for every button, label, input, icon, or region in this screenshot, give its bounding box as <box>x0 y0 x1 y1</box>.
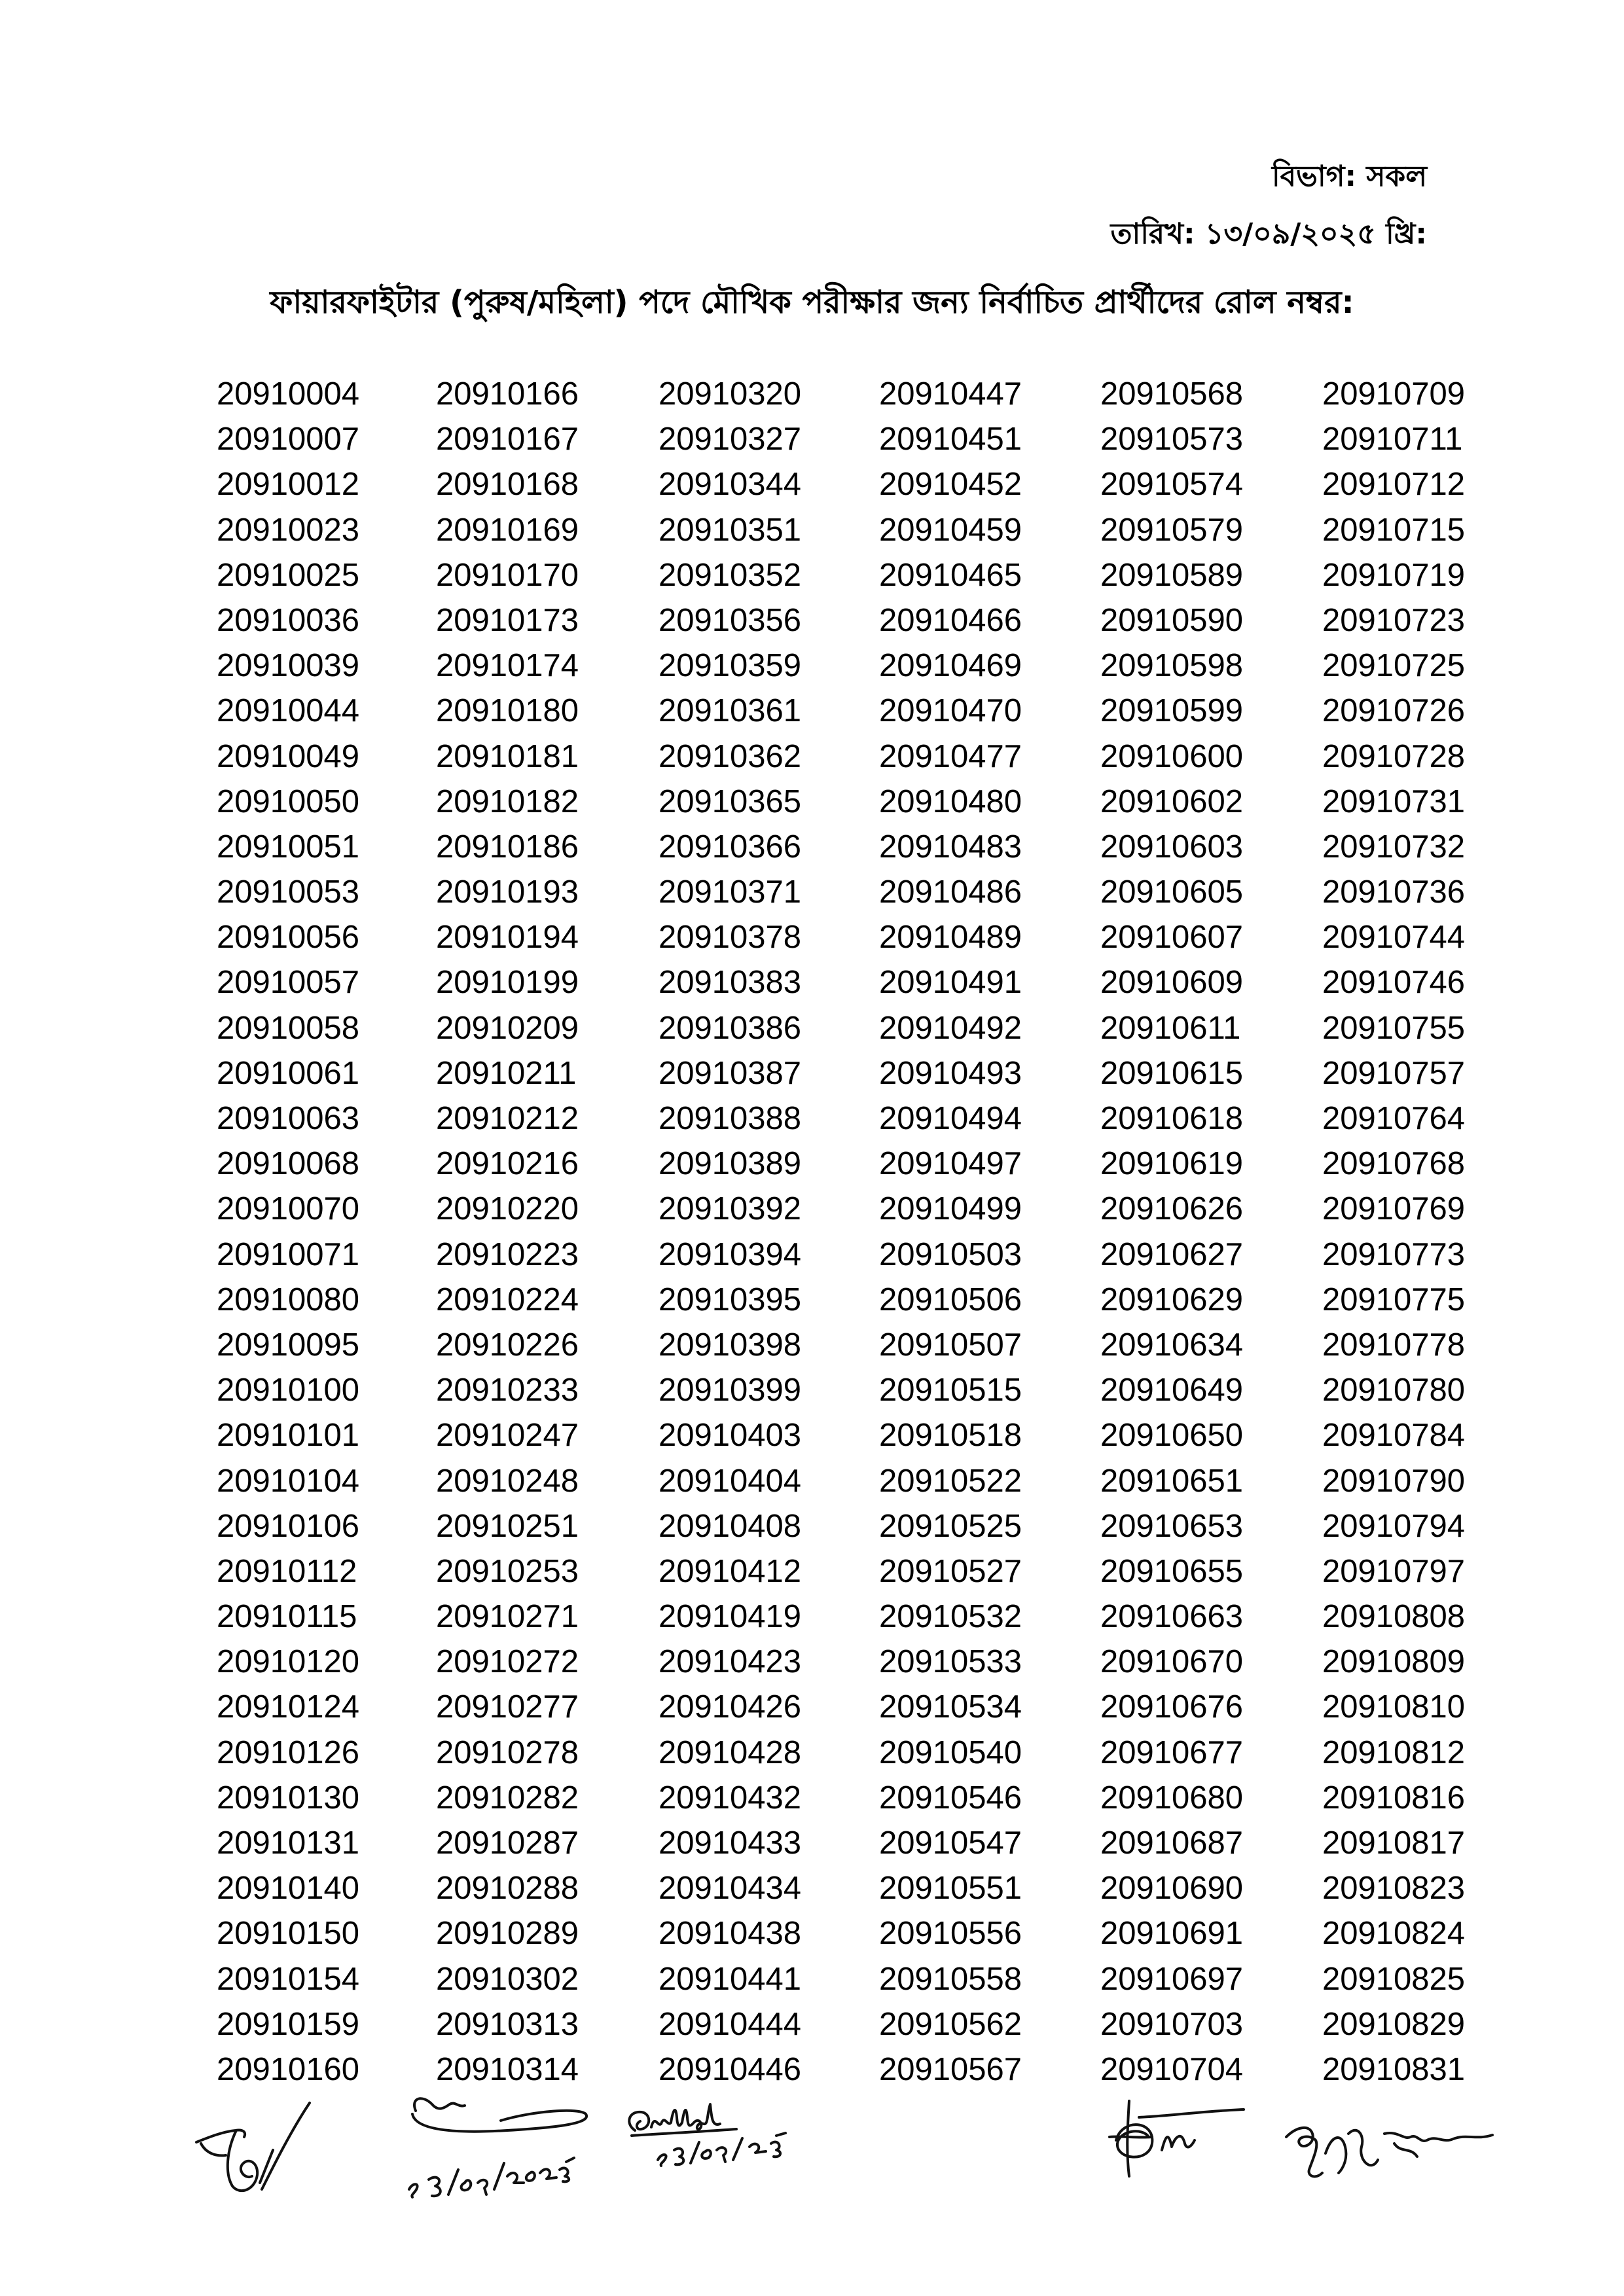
roll-number: 20910251 <box>436 1508 579 1544</box>
roll-number: 20910115 <box>217 1599 357 1635</box>
roll-number: 20910126 <box>217 1734 360 1770</box>
roll-number: 20910061 <box>217 1055 360 1091</box>
roll-number: 20910506 <box>879 1282 1022 1318</box>
roll-number: 20910434 <box>659 1871 802 1907</box>
roll-number: 20910824 <box>1322 1916 1466 1952</box>
roll-number: 20910432 <box>659 1780 802 1816</box>
roll-number: 20910112 <box>217 1553 357 1589</box>
roll-number: 20910723 <box>1322 602 1466 638</box>
roll-number: 20910053 <box>217 874 360 910</box>
roll-number: 20910615 <box>1100 1055 1244 1091</box>
roll-number: 20910186 <box>436 829 579 865</box>
roll-number: 20910302 <box>436 1961 579 1997</box>
roll-number: 20910573 <box>1100 422 1244 457</box>
roll-number: 20910651 <box>1100 1463 1244 1499</box>
roll-number: 20910480 <box>879 783 1022 819</box>
roll-number: 20910392 <box>659 1191 802 1227</box>
roll-column-6 <box>1322 372 1519 2092</box>
roll-number: 20910004 <box>217 376 360 412</box>
roll-number: 20910395 <box>659 1282 802 1318</box>
roll-number: 20910169 <box>436 512 579 548</box>
roll-number: 20910650 <box>1100 1418 1244 1454</box>
roll-number: 20910049 <box>217 738 360 774</box>
roll-number: 20910371 <box>659 874 802 910</box>
roll-number-table <box>0 372 1624 2093</box>
roll-number: 20910522 <box>879 1463 1022 1499</box>
roll-number: 20910447 <box>879 376 1022 412</box>
roll-number: 20910731 <box>1322 783 1466 819</box>
roll-number: 20910131 <box>217 1825 360 1861</box>
roll-number: 20910130 <box>217 1780 360 1816</box>
roll-number: 20910327 <box>659 422 802 457</box>
roll-number: 20910670 <box>1100 1644 1244 1680</box>
roll-number: 20910080 <box>217 1282 360 1318</box>
roll-number: 20910497 <box>879 1146 1022 1182</box>
roll-number: 20910063 <box>217 1101 360 1136</box>
roll-number: 20910036 <box>217 602 360 638</box>
roll-number: 20910104 <box>217 1463 360 1499</box>
roll-number: 20910726 <box>1322 693 1466 729</box>
roll-number: 20910209 <box>436 1010 579 1046</box>
roll-number: 20910253 <box>436 1553 579 1589</box>
date-label: তারিখ: ১৩/০৯/২০২৫ খ্রি: <box>1110 217 1427 251</box>
roll-number: 20910444 <box>659 2006 802 2042</box>
roll-number: 20910226 <box>436 1327 579 1363</box>
roll-number: 20910120 <box>217 1644 360 1680</box>
roll-number: 20910050 <box>217 783 360 819</box>
roll-number: 20910387 <box>659 1055 802 1091</box>
roll-number: 20910071 <box>217 1236 360 1272</box>
roll-column-4 <box>879 372 1075 2092</box>
roll-number: 20910732 <box>1322 829 1466 865</box>
roll-number: 20910744 <box>1322 920 1466 956</box>
roll-number: 20910220 <box>436 1191 579 1227</box>
roll-number: 20910546 <box>879 1780 1022 1816</box>
roll-number: 20910025 <box>217 557 360 593</box>
roll-number: 20910044 <box>217 693 360 729</box>
roll-number: 20910736 <box>1322 874 1466 910</box>
roll-number: 20910626 <box>1100 1191 1244 1227</box>
roll-number: 20910412 <box>659 1553 802 1589</box>
roll-number: 20910180 <box>436 693 579 729</box>
roll-number: 20910649 <box>1100 1372 1244 1408</box>
roll-number: 20910356 <box>659 602 802 638</box>
roll-number: 20910797 <box>1322 1553 1466 1589</box>
roll-number: 20910808 <box>1322 1599 1466 1635</box>
roll-number: 20910314 <box>436 2051 579 2087</box>
roll-number: 20910515 <box>879 1372 1022 1408</box>
roll-number: 20910655 <box>1100 1553 1244 1589</box>
roll-number: 20910603 <box>1100 829 1244 865</box>
roll-number: 20910611 <box>1100 1010 1241 1046</box>
roll-number: 20910359 <box>659 648 802 684</box>
roll-number: 20910428 <box>659 1734 802 1770</box>
roll-number: 20910602 <box>1100 783 1244 819</box>
roll-number: 20910609 <box>1100 965 1244 1001</box>
roll-number: 20910540 <box>879 1734 1022 1770</box>
roll-number: 20910491 <box>879 965 1022 1001</box>
roll-number: 20910070 <box>217 1191 360 1227</box>
roll-number: 20910711 <box>1322 422 1463 457</box>
signature-2 <box>403 2085 619 2202</box>
roll-number: 20910589 <box>1100 557 1244 593</box>
roll-number: 20910697 <box>1100 1961 1244 1997</box>
roll-number: 20910212 <box>436 1101 579 1136</box>
roll-number: 20910653 <box>1100 1508 1244 1544</box>
roll-number: 20910532 <box>879 1599 1022 1635</box>
roll-number: 20910101 <box>217 1418 360 1454</box>
roll-number: 20910057 <box>217 965 360 1001</box>
roll-number: 20910159 <box>217 2006 360 2042</box>
roll-number: 20910715 <box>1322 512 1466 548</box>
roll-number: 20910419 <box>659 1599 802 1635</box>
roll-number: 20910719 <box>1322 557 1466 593</box>
roll-number: 20910023 <box>217 512 360 548</box>
roll-column-1 <box>217 372 413 2092</box>
roll-number: 20910780 <box>1322 1372 1466 1408</box>
roll-number: 20910216 <box>436 1146 579 1182</box>
roll-number: 20910778 <box>1322 1327 1466 1363</box>
roll-number: 20910051 <box>217 829 360 865</box>
roll-number: 20910106 <box>217 1508 360 1544</box>
roll-number: 20910012 <box>217 467 360 503</box>
roll-number: 20910039 <box>217 648 360 684</box>
roll-number: 20910492 <box>879 1010 1022 1046</box>
roll-number: 20910477 <box>879 738 1022 774</box>
roll-number: 20910288 <box>436 1871 579 1907</box>
roll-number: 20910690 <box>1100 1871 1244 1907</box>
roll-number: 20910629 <box>1100 1282 1244 1318</box>
roll-number: 20910170 <box>436 557 579 593</box>
roll-column-3 <box>659 372 855 2092</box>
roll-number: 20910605 <box>1100 874 1244 910</box>
roll-number: 20910389 <box>659 1146 802 1182</box>
roll-number: 20910607 <box>1100 920 1244 956</box>
roll-number: 20910728 <box>1322 738 1466 774</box>
roll-number: 20910598 <box>1100 648 1244 684</box>
roll-number: 20910568 <box>1100 376 1244 412</box>
roll-number: 20910174 <box>436 648 579 684</box>
roll-number: 20910663 <box>1100 1599 1244 1635</box>
roll-number: 20910361 <box>659 693 802 729</box>
roll-number: 20910676 <box>1100 1689 1244 1725</box>
signature-4 <box>1103 2091 1254 2189</box>
roll-number: 20910404 <box>659 1463 802 1499</box>
roll-number: 20910764 <box>1322 1101 1466 1136</box>
roll-number: 20910518 <box>879 1418 1022 1454</box>
roll-number: 20910320 <box>659 376 802 412</box>
roll-number: 20910124 <box>217 1689 360 1725</box>
roll-number: 20910534 <box>879 1689 1022 1725</box>
roll-number: 20910525 <box>879 1508 1022 1544</box>
roll-number: 20910351 <box>659 512 802 548</box>
signature-2-handwritten-date <box>409 2158 574 2197</box>
roll-number: 20910709 <box>1322 376 1466 412</box>
roll-number: 20910394 <box>659 1236 802 1272</box>
roll-number: 20910423 <box>659 1644 802 1680</box>
roll-number: 20910829 <box>1322 2006 1466 2042</box>
roll-number: 20910193 <box>436 874 579 910</box>
roll-number: 20910466 <box>879 602 1022 638</box>
roll-number: 20910452 <box>879 467 1022 503</box>
roll-number: 20910547 <box>879 1825 1022 1861</box>
roll-number: 20910194 <box>436 920 579 956</box>
roll-number: 20910775 <box>1322 1282 1466 1318</box>
roll-number: 20910470 <box>879 693 1022 729</box>
roll-number: 20910825 <box>1322 1961 1466 1997</box>
roll-number: 20910181 <box>436 738 579 774</box>
roll-number: 20910823 <box>1322 1871 1466 1907</box>
roll-number: 20910272 <box>436 1644 579 1680</box>
roll-number: 20910499 <box>879 1191 1022 1227</box>
roll-number: 20910469 <box>879 648 1022 684</box>
roll-number: 20910068 <box>217 1146 360 1182</box>
roll-number: 20910433 <box>659 1825 802 1861</box>
roll-column-5 <box>1100 372 1297 2092</box>
roll-number: 20910426 <box>659 1689 802 1725</box>
roll-number: 20910503 <box>879 1236 1022 1272</box>
roll-number: 20910810 <box>1322 1689 1466 1725</box>
roll-number: 20910366 <box>659 829 802 865</box>
roll-number: 20910248 <box>436 1463 579 1499</box>
roll-number: 20910383 <box>659 965 802 1001</box>
roll-number: 20910817 <box>1322 1825 1466 1861</box>
signature-3-handwritten-date <box>658 2133 785 2166</box>
roll-number: 20910352 <box>659 557 802 593</box>
roll-number: 20910182 <box>436 783 579 819</box>
roll-number: 20910574 <box>1100 467 1244 503</box>
roll-number: 20910599 <box>1100 693 1244 729</box>
roll-number: 20910289 <box>436 1916 579 1952</box>
roll-number: 20910168 <box>436 467 579 503</box>
roll-number: 20910388 <box>659 1101 802 1136</box>
roll-number: 20910527 <box>879 1553 1022 1589</box>
roll-number: 20910154 <box>217 1961 360 1997</box>
roll-number: 20910282 <box>436 1780 579 1816</box>
roll-number: 20910618 <box>1100 1101 1244 1136</box>
roll-number: 20910441 <box>659 1961 802 1997</box>
roll-number: 20910100 <box>217 1372 360 1408</box>
roll-number: 20910773 <box>1322 1236 1466 1272</box>
roll-number: 20910408 <box>659 1508 802 1544</box>
roll-number: 20910446 <box>659 2051 802 2087</box>
roll-number: 20910211 <box>436 1055 577 1091</box>
roll-number: 20910494 <box>879 1101 1022 1136</box>
signature-5 <box>1280 2108 1499 2193</box>
roll-number: 20910691 <box>1100 1916 1244 1952</box>
roll-number: 20910313 <box>436 2006 579 2042</box>
roll-number: 20910007 <box>217 422 360 457</box>
roll-number: 20910224 <box>436 1282 579 1318</box>
roll-number: 20910634 <box>1100 1327 1244 1363</box>
roll-number: 20910365 <box>659 783 802 819</box>
roll-number: 20910247 <box>436 1418 579 1454</box>
roll-number: 20910465 <box>879 557 1022 593</box>
roll-number: 20910812 <box>1322 1734 1466 1770</box>
roll-number: 20910486 <box>879 874 1022 910</box>
signature-3 <box>622 2098 818 2189</box>
roll-number: 20910627 <box>1100 1236 1244 1272</box>
roll-number: 20910150 <box>217 1916 360 1952</box>
roll-number: 20910378 <box>659 920 802 956</box>
roll-number: 20910579 <box>1100 512 1244 548</box>
roll-number: 20910493 <box>879 1055 1022 1091</box>
roll-number: 20910278 <box>436 1734 579 1770</box>
roll-number: 20910399 <box>659 1372 802 1408</box>
roll-number: 20910562 <box>879 2006 1022 2042</box>
roll-number: 20910287 <box>436 1825 579 1861</box>
roll-number: 20910790 <box>1322 1463 1466 1499</box>
roll-number: 20910556 <box>879 1916 1022 1952</box>
roll-number: 20910712 <box>1322 467 1466 503</box>
roll-number: 20910757 <box>1322 1055 1466 1091</box>
roll-number: 20910768 <box>1322 1146 1466 1182</box>
roll-number: 20910794 <box>1322 1508 1466 1544</box>
roll-number: 20910558 <box>879 1961 1022 1997</box>
roll-number: 20910095 <box>217 1327 360 1363</box>
roll-number: 20910567 <box>879 2051 1022 2087</box>
roll-number: 20910058 <box>217 1010 360 1046</box>
roll-number: 20910386 <box>659 1010 802 1046</box>
roll-number: 20910551 <box>879 1871 1022 1907</box>
roll-column-2 <box>436 372 632 2092</box>
roll-number: 20910438 <box>659 1916 802 1952</box>
roll-number: 20910398 <box>659 1327 802 1363</box>
roll-number: 20910403 <box>659 1418 802 1454</box>
roll-number: 20910533 <box>879 1644 1022 1680</box>
roll-number: 20910489 <box>879 920 1022 956</box>
roll-number: 20910590 <box>1100 602 1244 638</box>
document-title: ফায়ারফাইটার (পুরুষ/মহিলা) পদে মৌখিক পরীক্ষার জন্য নির্বাচিত প্রার্থীদের রোল নম্বর: <box>270 284 1354 321</box>
roll-number: 20910769 <box>1322 1191 1466 1227</box>
roll-number: 20910507 <box>879 1327 1022 1363</box>
roll-number: 20910483 <box>879 829 1022 865</box>
roll-number: 20910140 <box>217 1871 360 1907</box>
roll-number: 20910166 <box>436 376 579 412</box>
roll-number: 20910703 <box>1100 2006 1244 2042</box>
roll-number: 20910680 <box>1100 1780 1244 1816</box>
roll-number: 20910160 <box>217 2051 360 2087</box>
roll-number: 20910233 <box>436 1372 579 1408</box>
roll-number: 20910459 <box>879 512 1022 548</box>
roll-number: 20910199 <box>436 965 579 1001</box>
roll-number: 20910687 <box>1100 1825 1244 1861</box>
roll-number: 20910809 <box>1322 1644 1466 1680</box>
roll-number: 20910277 <box>436 1689 579 1725</box>
signature-1 <box>187 2091 317 2199</box>
roll-number: 20910784 <box>1322 1418 1466 1454</box>
roll-number: 20910746 <box>1322 965 1466 1001</box>
roll-number: 20910755 <box>1322 1010 1466 1046</box>
roll-number: 20910725 <box>1322 648 1466 684</box>
division-label: বিভাগ: সকল <box>1271 160 1427 193</box>
roll-number: 20910056 <box>217 920 360 956</box>
roll-number: 20910831 <box>1322 2051 1466 2087</box>
roll-number: 20910619 <box>1100 1146 1244 1182</box>
roll-number: 20910816 <box>1322 1780 1466 1816</box>
roll-number: 20910677 <box>1100 1734 1244 1770</box>
roll-number: 20910223 <box>436 1236 579 1272</box>
roll-number: 20910173 <box>436 602 579 638</box>
roll-number: 20910600 <box>1100 738 1244 774</box>
roll-number: 20910167 <box>436 422 579 457</box>
roll-number: 20910451 <box>879 422 1022 457</box>
roll-number: 20910271 <box>436 1599 579 1635</box>
roll-number: 20910344 <box>659 467 802 503</box>
roll-number: 20910362 <box>659 738 802 774</box>
roll-number: 20910704 <box>1100 2051 1244 2087</box>
